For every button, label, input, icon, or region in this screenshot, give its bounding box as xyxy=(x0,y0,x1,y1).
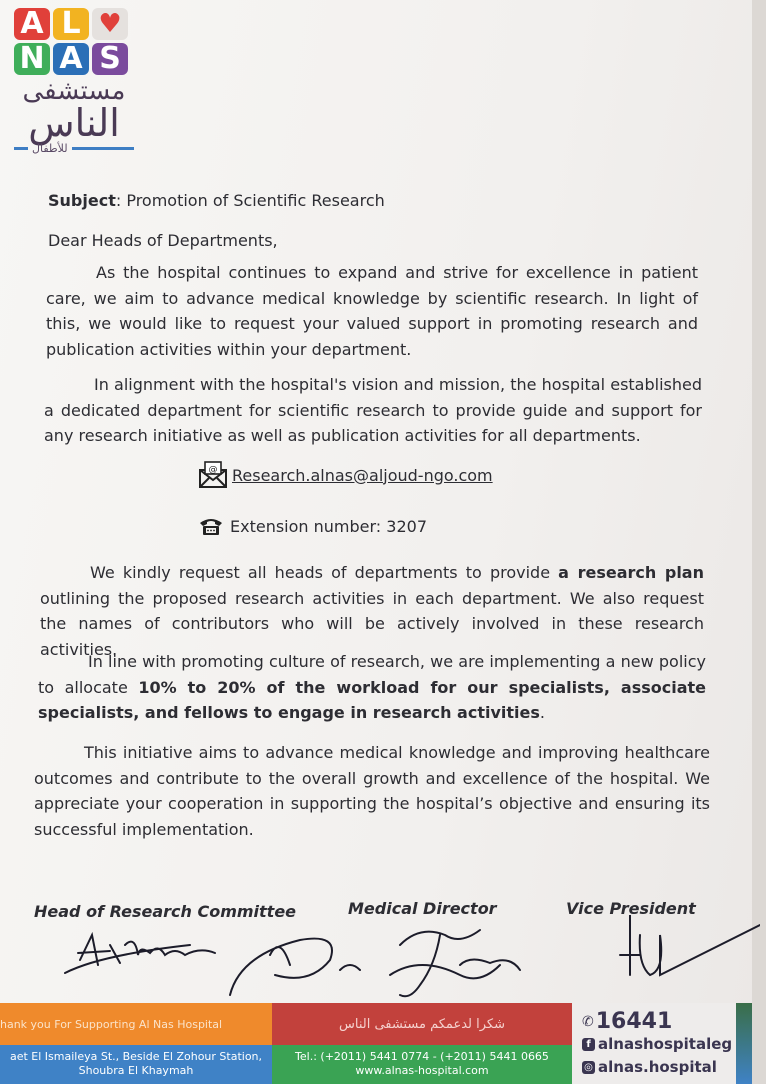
heart-icon: ♥ xyxy=(92,8,128,40)
logo-tile: L xyxy=(53,8,89,40)
instagram-text: alnas.hospital xyxy=(598,1058,717,1076)
logo-line xyxy=(14,147,28,150)
email-link[interactable]: Research.alnas@aljoud-ngo.com xyxy=(232,465,493,485)
medical-director-title: Medical Director xyxy=(348,899,497,918)
paragraph-1-text: As the hospital continues to expand and strive for excellence in patient care, we aim to advance medical knowledge by scientific research. In light of this, we would like to request your valued support in promoting research and publication activities within your department. xyxy=(46,263,698,359)
paragraph-5-text: This initiative aims to advance medical knowledge and improving healthcare outcomes and contribute to the overall growth and excellence of the hospital. We appreciate your cooperation in supporting the hospital’s objective and ensuring its successful implementation. xyxy=(34,743,710,839)
facebook-text: alnashospitaleg xyxy=(598,1035,733,1053)
footer-color-strip xyxy=(736,1003,752,1084)
paragraph-3-text-b: outlining the proposed research activities in each department. We also request the names of contributors who will be actively involved in these research activities. xyxy=(40,588,704,659)
telephone-icon xyxy=(198,516,224,536)
paragraph-5 xyxy=(34,740,710,842)
paragraph-4 xyxy=(38,649,706,726)
svg-text:@: @ xyxy=(208,465,218,475)
email-envelope-icon xyxy=(198,461,228,489)
extension-contact xyxy=(198,516,427,536)
paragraph-1 xyxy=(46,260,698,362)
logo-arabic-hospital: مستشفى xyxy=(22,76,126,106)
logo-line xyxy=(72,147,134,150)
instagram-icon: ◎ xyxy=(582,1061,595,1074)
logo-arabic-children-text: للأطفال xyxy=(32,142,68,155)
footer-contact xyxy=(272,1045,572,1084)
footer-address xyxy=(0,1045,272,1084)
paragraph-3-text-a: We kindly request all heads of departments to provide xyxy=(90,563,559,582)
paragraph-2 xyxy=(44,372,702,449)
footer-thanks-en: hank you For Supporting Al Nas Hospital xyxy=(0,1003,272,1045)
hotline-number: 16441 xyxy=(595,1009,673,1034)
handwritten-signatures xyxy=(40,915,760,1015)
head-of-research-title: Head of Research Committee xyxy=(34,902,297,921)
logo-row-1 xyxy=(14,8,144,40)
facebook-icon: f xyxy=(582,1038,595,1051)
facebook-handle[interactable] xyxy=(582,1035,732,1053)
phone-hotline-icon: ✆ xyxy=(582,1013,594,1030)
paragraph-4-text-b: . xyxy=(539,703,545,722)
logo-tile: S xyxy=(92,43,128,75)
hospital-logo xyxy=(14,8,144,155)
paragraph-2-text: In alignment with the hospital's vision and mission, the hospital established a dedicated department for scientific research to provide guide and support for any research initiative as well as publication activities for all departments. xyxy=(44,375,702,445)
letter-footer xyxy=(0,1003,752,1084)
paragraph-4-bold: 10% to 20% of the workload for our specialists, associate specialists, and fellows to engage in research activities xyxy=(38,677,707,722)
extension-number: Extension number: 3207 xyxy=(230,516,427,536)
logo-row-2 xyxy=(14,43,144,75)
paragraph-4-text-a: In line with promoting culture of research, we are implementing a new policy to allocate xyxy=(38,652,706,697)
logo-tile: A xyxy=(53,43,89,75)
paragraph-3-bold: a research plan xyxy=(558,563,704,582)
hotline xyxy=(582,1009,672,1034)
paragraph-3 xyxy=(40,560,704,662)
address-line-2: Shoubra El Khaymah xyxy=(78,1064,194,1077)
address-line-1: aet El Ismaileya St., Beside El Zohour Station, xyxy=(9,1050,263,1063)
footer-thanks-ar: شكرا لدعمكم مستشفى الناس xyxy=(272,1003,572,1045)
footer-web[interactable]: www.alnas-hospital.com xyxy=(355,1064,489,1077)
subject-label: Subject xyxy=(48,191,116,210)
salutation: Dear Heads of Departments, xyxy=(48,231,278,250)
logo-tile: A xyxy=(14,8,50,40)
email-contact xyxy=(198,461,493,489)
logo-tile: N xyxy=(14,43,50,75)
subject-line xyxy=(48,188,385,213)
logo-arabic-alnas: الناس xyxy=(28,101,120,145)
footer-tel: Tel.: (+2011) 5441 0774 - (+2011) 5441 0665 xyxy=(295,1050,549,1063)
subject-text: : Promotion of Scientific Research xyxy=(115,191,385,210)
vice-president-title: Vice President xyxy=(566,899,696,918)
instagram-handle[interactable] xyxy=(582,1058,717,1076)
